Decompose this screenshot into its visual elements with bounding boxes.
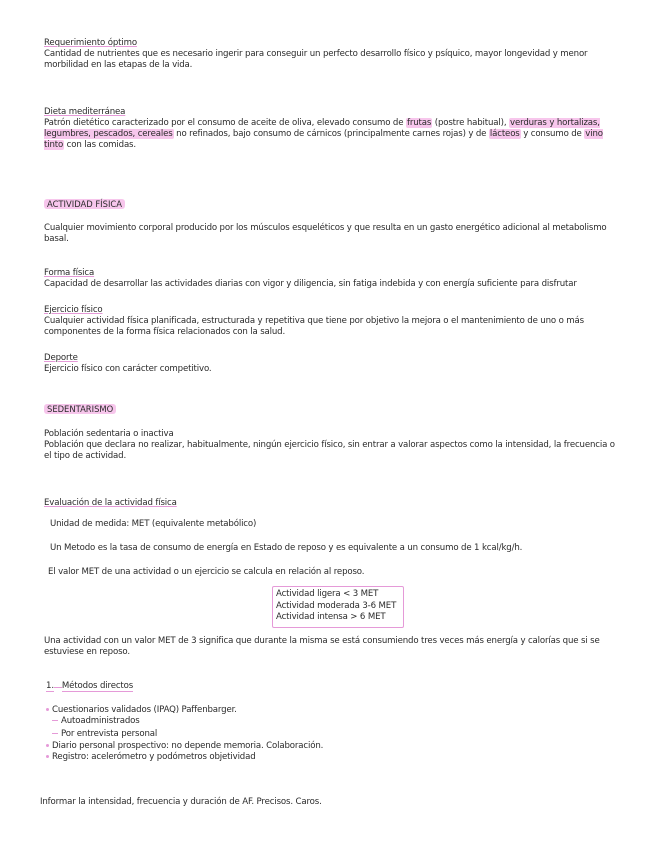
met-explicacion: Una actividad con un valor MET de 3 significa que durante la misma se está consumiendo tres veces más energía y calorías que si se estuviese en reposo. xyxy=(44,636,600,657)
evaluacion-title-row xyxy=(44,498,618,509)
requerimiento-block xyxy=(44,38,618,71)
actividad-definition: Cualquier movimiento corporal producido por los músculos esqueléticos y que resulta en un gasto energético adicional al metabolismo basal. xyxy=(44,223,607,244)
sedentarismo-heading-row xyxy=(44,404,618,416)
met-definition: Un Metodo es la tasa de consumo de energía en Estado de reposo y es equivalente a un consumo de 1 kcal/kg/h. xyxy=(50,543,523,553)
highlight-verduras: verduras y hortalizas, legumbres, pescados, cereales xyxy=(44,118,600,139)
forma-block xyxy=(44,268,618,290)
met-moderada: Actividad moderada 3-6 MET xyxy=(276,600,397,611)
sedentarismo-l2: Población que declara no realizar, habitualmente, ningún ejercicio físico, sin entrar a valorar aspectos como la intensidad, la frecuencia o el tipo de actividad. xyxy=(44,440,615,461)
met-intensa: Actividad intensa > 6 MET xyxy=(276,612,386,622)
bullet-dot xyxy=(46,744,49,747)
forma-title: Forma física xyxy=(44,268,95,278)
sedentarismo-l1: Población sedentaria o inactiva xyxy=(44,429,174,439)
list-item-text: Cuestionarios validados (IPAQ) Paffenbarger. xyxy=(52,705,237,715)
list-item-text: Registro: acelerómetro y podómetros objetividad xyxy=(52,752,256,762)
dieta-text xyxy=(44,118,618,151)
ejercicio-title: Ejercicio físico xyxy=(44,305,103,315)
list-item xyxy=(46,705,237,716)
metodos-title: Métodos directos xyxy=(61,681,134,691)
deporte-text: Ejercicio físico con carácter competitivo. xyxy=(44,364,212,374)
actividad-heading-row xyxy=(44,199,618,211)
footer-note: Informar la intensidad, frecuencia y duración de AF. Precisos. Caros. xyxy=(40,797,322,807)
dieta-text-part: (postre habitual), xyxy=(432,118,510,128)
ejercicio-block xyxy=(44,305,618,338)
list-item xyxy=(52,716,140,727)
dieta-text-part: no refinados, bajo consumo de cárnicos (principalmente carnes rojas) y de xyxy=(173,129,489,139)
forma-text: Capacidad de desarrollar las actividades diarias con vigor y diligencia, sin fatiga indebida y con energía suficiente para disfrutar xyxy=(44,279,577,289)
requerimiento-text: Cantidad de nutrientes que es necesario ingerir para conseguir un perfecto desarrollo físico y psíquico, mayor longevidad y menor morbilidad en las etapas de la vida. xyxy=(44,49,588,70)
dieta-text-part: Patrón dietético caracterizado por el consumo de aceite de oliva, elevado consumo de xyxy=(44,118,406,128)
deporte-title: Deporte xyxy=(44,353,78,363)
met-ligera: Actividad ligera < 3 MET xyxy=(276,589,379,599)
list-item-text: Por entrevista personal xyxy=(61,729,158,739)
deporte-block xyxy=(44,353,618,375)
bullet-dash xyxy=(52,733,58,735)
bullet-dot xyxy=(46,755,49,758)
highlight-lacteos: lácteos xyxy=(489,129,520,139)
ejercicio-text: Cualquier actividad física planificada, estructurada y repetitiva que tiene por objetivo la mejora o el mantenimiento de uno o más componentes de la forma física relacionados con la salud. xyxy=(44,316,584,337)
metodos-heading xyxy=(46,681,620,692)
metodos-number: 1. xyxy=(46,681,54,691)
dieta-block xyxy=(44,107,618,151)
requerimiento-title: Requerimiento óptimo xyxy=(44,38,137,48)
list-item xyxy=(46,752,256,763)
dieta-text-part: con las comidas. xyxy=(64,140,136,150)
evaluacion-title: Evaluación de la actividad física xyxy=(44,498,177,508)
list-item xyxy=(52,729,157,740)
list-item xyxy=(46,741,323,752)
met-valor: El valor MET de una actividad o un ejercicio se calcula en relación al reposo. xyxy=(48,567,365,577)
sedentarismo-block xyxy=(44,429,618,462)
bullet-dot xyxy=(46,708,49,711)
dieta-text-part: y consumo de xyxy=(520,129,585,139)
bullet-dash xyxy=(52,720,58,722)
list-item-text: Autoadministrados xyxy=(61,716,140,726)
highlight-vino: vino tinto xyxy=(44,129,603,150)
dieta-title: Dieta mediterránea xyxy=(44,107,126,117)
sedentarismo-heading: SEDENTARISMO xyxy=(44,404,116,414)
highlight-frutas: frutas xyxy=(406,118,432,128)
met-intensity-box xyxy=(272,586,404,628)
actividad-heading: ACTIVIDAD FÍSICA xyxy=(44,199,125,209)
list-item-text: Diario personal prospectivo: no depende memoria. Colaboración. xyxy=(52,741,324,751)
unidad-medida: Unidad de medida: MET (equivalente metabólico) xyxy=(50,519,257,529)
